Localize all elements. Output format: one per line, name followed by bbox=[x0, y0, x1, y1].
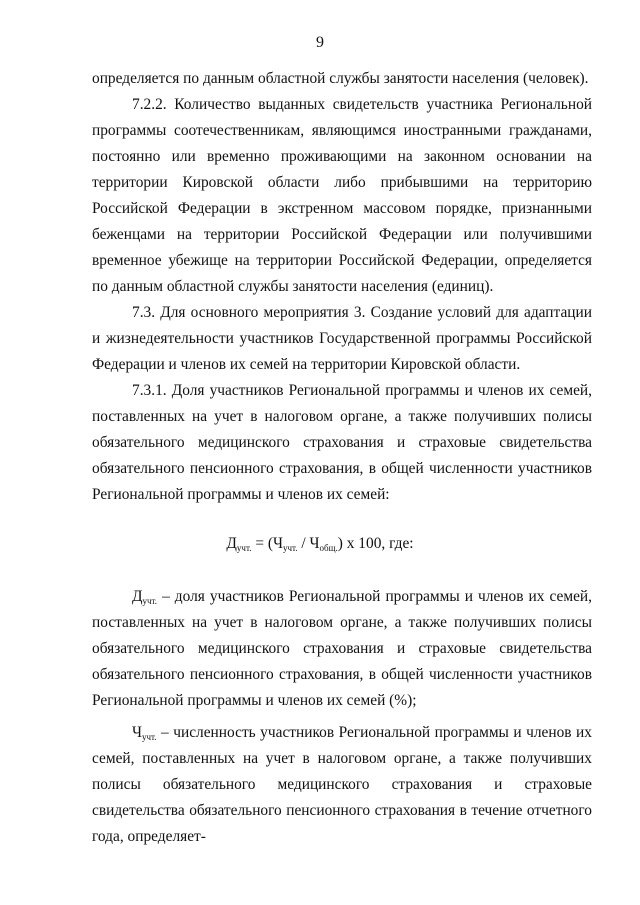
definition-d-text: – доля участников Региональной программы и членов их семей, поставленных на учет в налоговом органе, а также получивших полисы обязательного медицинского страхования и страховые свидетельства обязательного пенсионного страхования, в общей численности участников Региональной программы и членов их семей (%); bbox=[92, 588, 592, 709]
paragraph-7-2-2: 7.2.2. Количество выданных свидетельств участника Региональной программы соотечественникам, являющимся иностранными гражданами, постоянно или временно проживающими на законном основании на территории Кировской области либо прибывшими на территорию Российской Федерации в экстренном массовом порядке, признанными беженцами на территории Российской Федерации или получившими временное убежище на территории Российской Федерации, определяется по данным областной службы занятости населения (единиц). bbox=[92, 96, 592, 295]
definition-ch-subscript: учт. bbox=[142, 732, 157, 742]
formula-tail: ) х 100, где: bbox=[337, 535, 414, 552]
definition-ch-text: – численность участников Региональной программы и членов их семей, поставленных на учет в налоговом органе, а также получивших полисы обязательного медицинского страхования и страховые свидетельства обязательного пенсионного страхования в течение отчетного года, определяет- bbox=[92, 724, 592, 845]
text-block-bottom bbox=[92, 584, 592, 850]
definition-ch bbox=[92, 720, 592, 850]
formula-eq-open: = (Ч bbox=[251, 535, 283, 552]
formula-total-subscript: общ. bbox=[319, 543, 338, 553]
definition-d bbox=[92, 584, 592, 714]
formula bbox=[0, 535, 640, 553]
definition-d-subscript: учт. bbox=[142, 596, 158, 606]
page-number: 9 bbox=[316, 34, 324, 51]
paragraph-7-3: 7.3. Для основного мероприятия 3. Создание условий для адаптации и жизнедеятельности участников Государственной программы Российской Федерации и членов их семей на территории Кировской области. bbox=[92, 304, 592, 373]
text-block-top bbox=[92, 66, 592, 508]
paragraph-continuation: определяется по данным областной службы занятости населения (человек). bbox=[92, 70, 589, 87]
formula-slash: / Ч bbox=[297, 535, 320, 552]
paragraph-7-3-1: 7.3.1. Доля участников Региональной программы и членов их семей, поставленных на учет в налоговом органе, а также получивших полисы обязательного медицинского страхования и страховые свидетельства обязательного пенсионного страхования, в общей численности участников Региональной программы и членов их семей: bbox=[92, 382, 592, 503]
definition-d-symbol: Д bbox=[132, 588, 143, 605]
formula-ch-subscript: учт. bbox=[282, 543, 298, 553]
formula-d: Д bbox=[226, 535, 237, 552]
definition-ch-symbol: Ч bbox=[132, 724, 143, 741]
formula-d-subscript: учт. bbox=[236, 543, 252, 553]
